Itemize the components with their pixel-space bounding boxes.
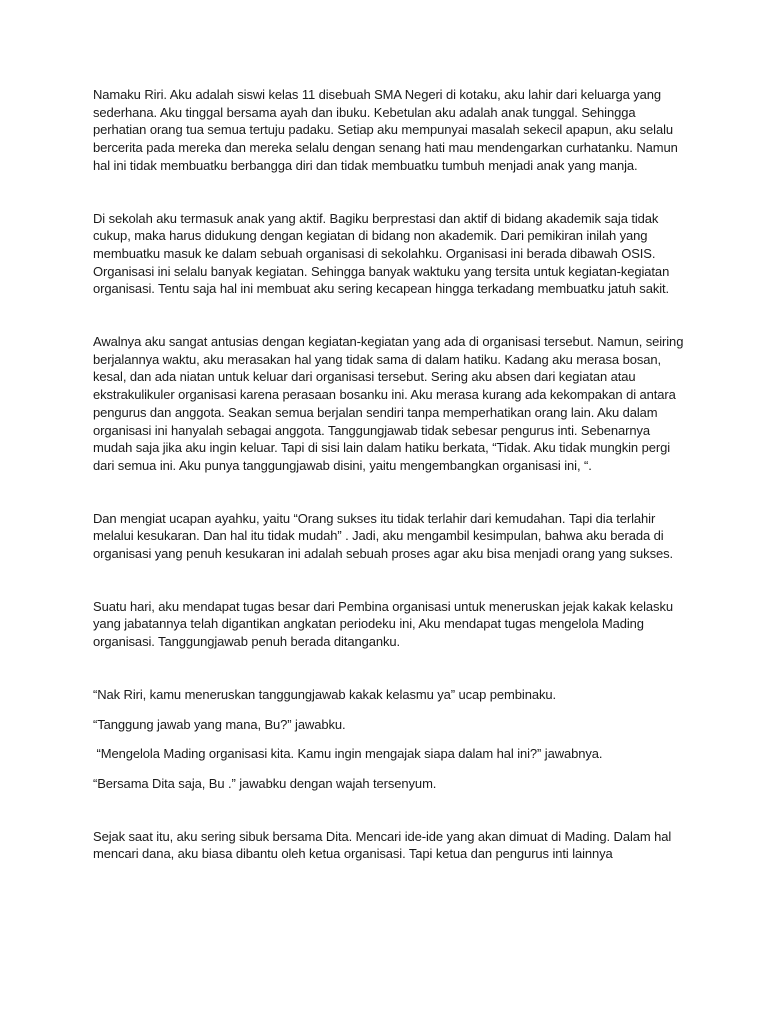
dialogue-line: “Nak Riri, kamu meneruskan tanggungjawab kakak kelasmu ya” ucap pembinaku. <box>93 686 557 702</box>
paragraph-intro: Namaku Riri. Aku adalah siswi kelas 11 disebuah SMA Negeri di kotaku, aku lahir dari keluarga yang sederhana. Aku tinggal bersama ayah dan ibuku. Kebetulan aku adalah anak tunggal. Sehingga perhatian orang tua semua tertuju padaku. Setiap aku mempunyai masalah sekecil apapun, aku selalu bercerita pada mereka dan mereka selalu dengan senang hati mau mendengarkan curhatanku. Namun hal ini tidak membuatku berbangga diri dan tidak membuatku tumbuh menjadi anak yang manja. <box>93 87 678 173</box>
dialogue-line: “Mengelola Mading organisasi kita. Kamu ingin mengajak siapa dalam hal ini?” jawabnya. <box>93 746 603 762</box>
dialogue-line: “Bersama Dita saja, Bu .” jawabku dengan wajah tersenyum. <box>93 775 437 791</box>
paragraph-school: Di sekolah aku termasuk anak yang aktif. Bagiku berprestasi dan aktif di bidang akademik saja tidak cukup, maka harus didukung dengan kegiatan di bidang non akademik. Dari pemikiran inilah yang membuatku masuk ke dalam sebuah organisasi di sekolahku. Organisasi ini berada dibawah OSIS. Organisasi ini selalu banyak kegiatan. Sehingga banyak waktuku yang tersita untuk kegiatan-kegiatan organisasi. Tentu saja hal ini membuat aku sering kecapean hingga terkadang membuatku jatuh sakit. <box>93 210 670 297</box>
paragraph-father-advice: Dan mengiat ucapan ayahku, yaitu “Orang sukses itu tidak terlahir dari kemudahan. Tapi dia terlahir melalui kesukaran. Dan hal itu tidak mudah” . Jadi, aku mengambil kesimpulan, bahwa aku berada di organisasi yang penuh kesukaran ini adalah sebuah proses agar aku bisa menjadi orang yang sukses. <box>93 510 674 562</box>
dialogue-line: “Tanggung jawab yang mana, Bu?” jawabku. <box>93 716 346 732</box>
paragraph-since-then: Sejak saat itu, aku sering sibuk bersama Dita. Mencari ide-ide yang akan dimuat di Mading. Dalam hal mencari dana, aku biasa dibantu oleh ketua organisasi. Tapi ketua dan pengurus inti lainnya <box>93 828 672 862</box>
paragraph-task: Suatu hari, aku mendapat tugas besar dari Pembina organisasi untuk meneruskan jejak kakak kelasku yang jabatannya telah digantikan angkatan periodeku ini, Aku mendapat tugas mengelola Mading organisasi. Tanggungjawab penuh berada ditanganku. <box>93 598 673 650</box>
paragraph-organization: Awalnya aku sangat antusias dengan kegiatan-kegiatan yang ada di organisasi tersebut. Namun, seiring berjalannya waktu, aku merasakan hal yang tidak sama di dalam hatiku. Kadang aku merasa bosan, kesal, dan ada niatan untuk keluar dari organisasi tersebut. Sering aku absen dari kegiatan atau ekstrakulikuler organisasi karena perasaan bosanku ini. Aku merasa kurang ada kekompakan di antara pengurus dan anggota. Seakan semua berjalan sendiri tanpa memperhatikan orang lain. Aku dalam organisasi ini hanyalah sebagai anggota. Tanggungjawab tidak sebesar pengurus inti. Sebenarnya mudah saja jika aku ingin keluar. Tapi di sisi lain dalam hatiku berkata, “Tidak. Aku tidak mungkin pergi dari semua ini. Aku punya tanggungjawab disini, yaitu mengembangkan organisasi ini, “. <box>93 334 684 473</box>
document-body <box>93 86 689 863</box>
